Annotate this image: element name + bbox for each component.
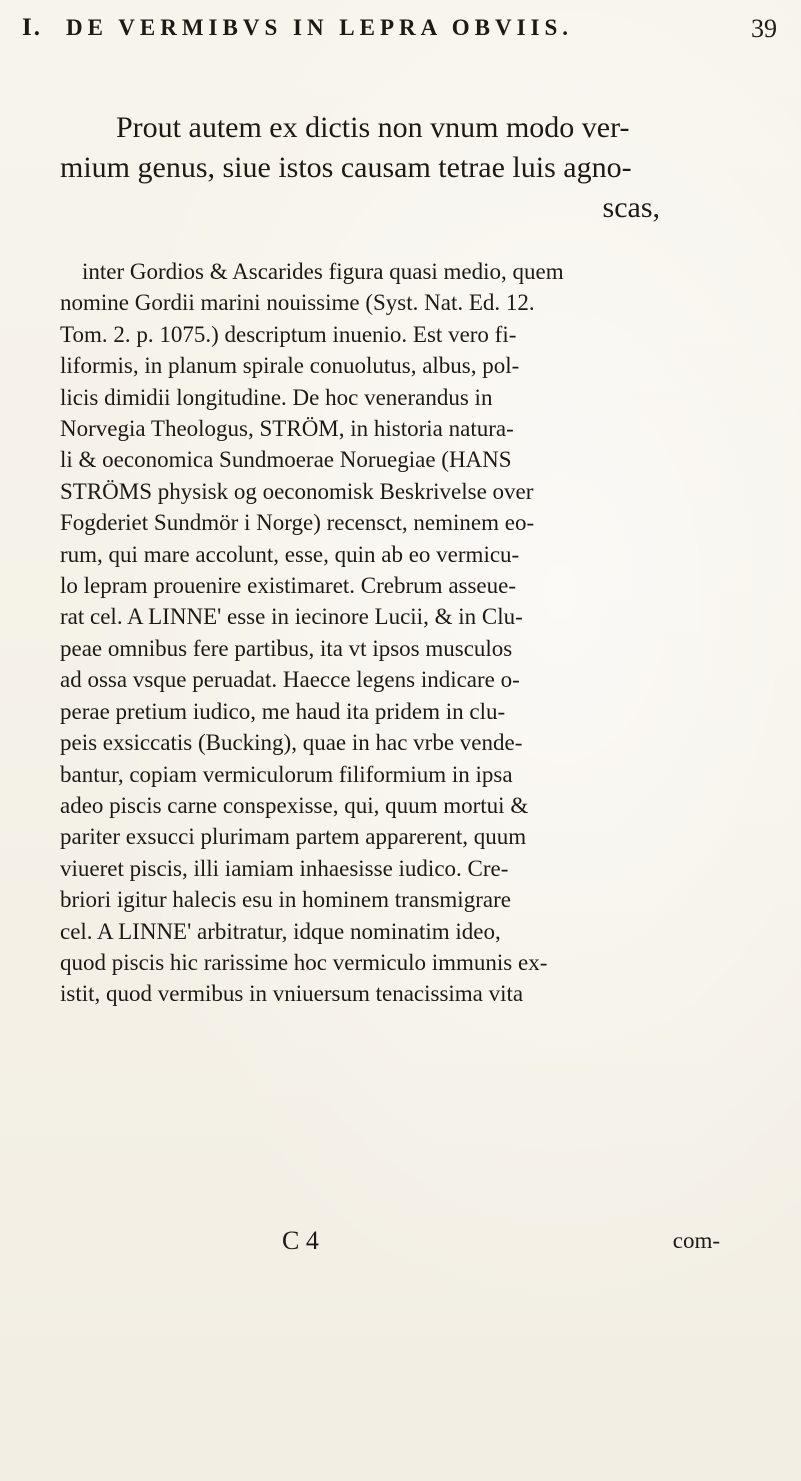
- page-footer: [60, 1226, 750, 1260]
- text-line: ad ossa vsque peruadat. Haecce legens indicare o-: [60, 667, 520, 693]
- main-paragraph: [60, 256, 750, 1010]
- section-number: I.: [22, 14, 42, 41]
- text-line: liformis, in planum spirale conuolutus, albus, pol-: [60, 353, 520, 379]
- text-line: viueret piscis, illi iamiam inhaesisse iudico. Cre-: [60, 855, 509, 881]
- text-line: quod piscis hic rarissime hoc vermiculo immunis ex-: [60, 949, 548, 975]
- running-title: DE VERMIBVS IN LEPRA OBVIIS.: [66, 15, 574, 40]
- lead-paragraph: [60, 108, 750, 228]
- text-line: bantur, copiam vermiculorum filiformium in ipsa: [60, 761, 513, 787]
- lead-line: scas,: [602, 191, 660, 224]
- text-line: peis exsiccatis (Bucking), quae in hac vrbe vende-: [60, 730, 523, 756]
- text-line: nomine Gordii marini nouissime (Syst. Nat. Ed. 12.: [60, 290, 535, 316]
- text-line: Fogderiet Sundmör i Norge) recensct, neminem eo-: [60, 510, 535, 536]
- text-line: perae pretium iudico, me haud ita pridem in clu-: [60, 698, 506, 724]
- text-line: lo lepram prouenire existimaret. Crebrum asseue-: [60, 573, 517, 599]
- page-number: 39: [751, 14, 777, 43]
- text-line: briori igitur halecis esu in hominem transmigrare: [60, 887, 511, 913]
- signature-mark: C 4: [282, 1226, 319, 1255]
- text-line: li & oeconomica Sundmoerae Noruegiae (HANS: [60, 447, 512, 473]
- text-line: STRÖMS physisk og oeconomisk Beskrivelse over: [60, 478, 534, 504]
- text-line: Tom. 2. p. 1075.) descriptum inuenio. Est vero fi-: [60, 321, 517, 347]
- text-line: adeo piscis carne conspexisse, qui, quum mortui &: [60, 792, 529, 818]
- lead-line: Prout autem ex dictis non vnum modo ver-: [116, 111, 630, 144]
- text-line: Norvegia Theologus, STRÖM, in historia natura-: [60, 416, 514, 442]
- page-header: [22, 14, 777, 52]
- text-line: istit, quod vermibus in vniuersum tenacissima vita: [60, 981, 524, 1007]
- text-line: pariter exsucci plurimam partem apparerent, quum: [60, 824, 527, 850]
- text-line: cel. A LINNE' arbitratur, idque nominatim ideo,: [60, 918, 501, 944]
- text-line: inter Gordios & Ascarides figura quasi medio, quem: [82, 259, 564, 284]
- text-line: peae omnibus fere partibus, ita vt ipsos musculos: [60, 635, 513, 661]
- text-line: rat cel. A LINNE' esse in iecinore Lucii, & in Clu-: [60, 604, 523, 630]
- lead-line: mium genus, siue istos causam tetrae luis agno-: [60, 151, 632, 184]
- catchword: com-: [672, 1228, 720, 1253]
- text-line: licis dimidii longitudine. De hoc venerandus in: [60, 384, 493, 410]
- text-line: rum, qui mare accolunt, esse, quin ab eo vermicu-: [60, 541, 520, 567]
